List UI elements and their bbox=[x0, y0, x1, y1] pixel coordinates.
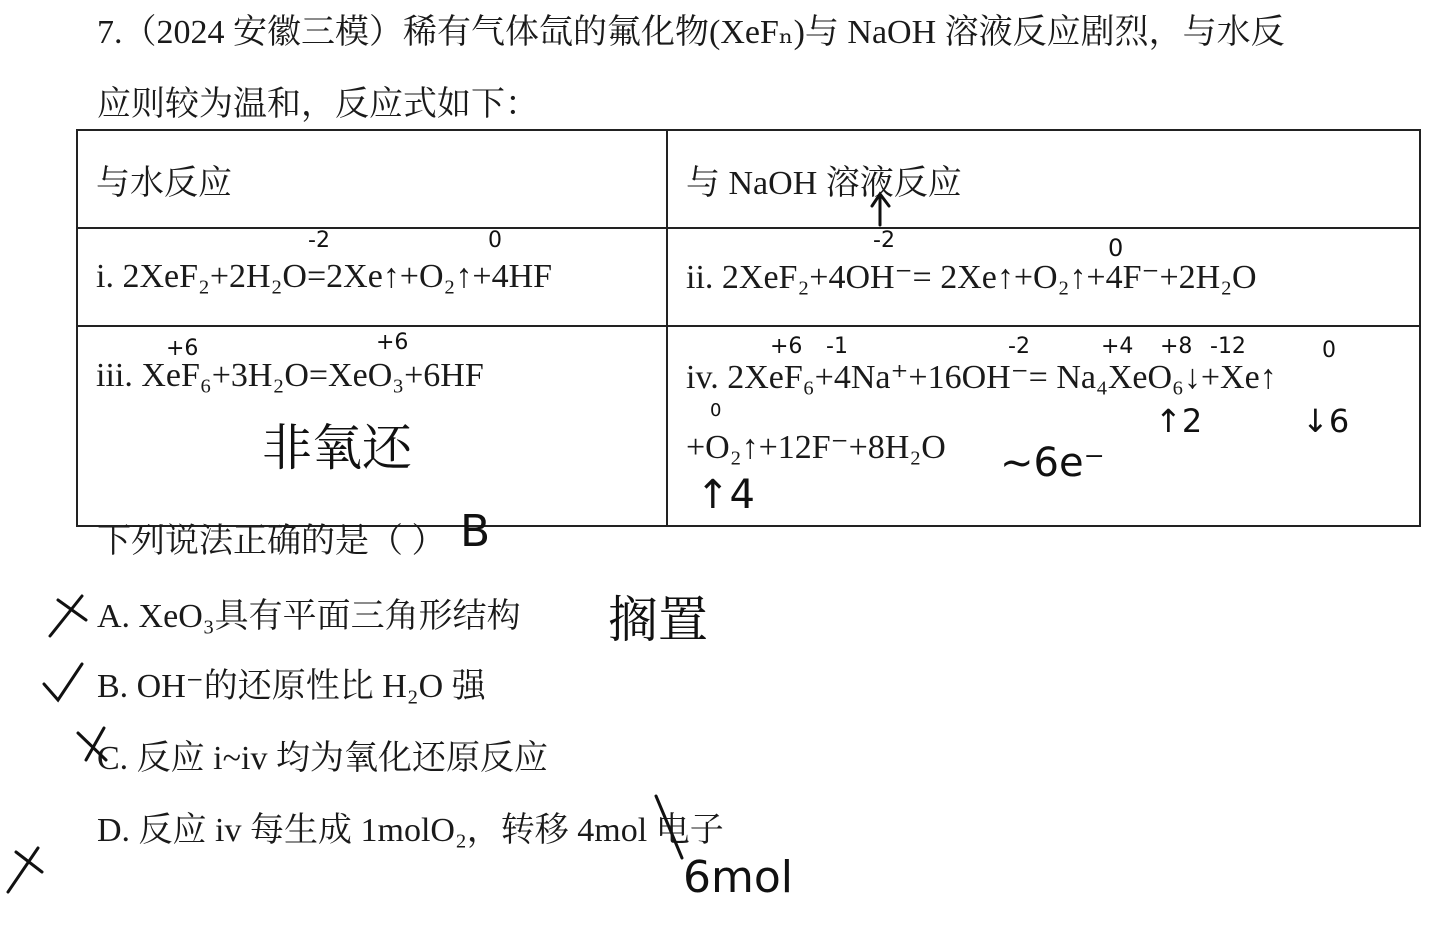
ox-state-annotation: -1 bbox=[826, 334, 848, 359]
ox-state-annotation: +8 bbox=[1160, 334, 1193, 359]
question-stem: 下列说法正确的是（ ） bbox=[97, 523, 446, 560]
ox-state-annotation: -2 bbox=[873, 228, 895, 253]
table-header-naoh: 与 NaOH 溶液反应 bbox=[667, 130, 1420, 228]
ox-state-annotation: +6 bbox=[166, 336, 199, 361]
reaction-iii: iii. XeF₆+3H₂O=XeO₃+6HF bbox=[77, 326, 667, 526]
option-b[interactable]: B. OH⁻的还原性比 H₂O 强 bbox=[97, 668, 486, 705]
handwritten-note-up2: ↑2 bbox=[1155, 402, 1203, 440]
handwritten-note-6mol: 6mol bbox=[683, 852, 793, 903]
handwritten-note-electrons: ~6e⁻ bbox=[1000, 440, 1105, 486]
handwritten-answer: B bbox=[460, 506, 491, 557]
option-c[interactable]: C. 反应 i~iv 均为氧化还原反应 bbox=[97, 740, 548, 777]
strike-line-icon bbox=[656, 796, 682, 858]
cross-mark-icon bbox=[78, 728, 106, 760]
cross-mark-icon bbox=[50, 596, 86, 636]
reaction-i: i. 2XeF₂+2H₂O=2Xe↑+O₂↑+4HF bbox=[77, 228, 667, 326]
reaction-ii: ii. 2XeF₂+4OH⁻= 2Xe↑+O₂↑+4F⁻+2H₂O bbox=[667, 228, 1420, 326]
handwritten-note-up4: ↑4 bbox=[696, 472, 755, 518]
option-d[interactable]: D. 反应 iv 每生成 1molO₂，转移 4mol 电子 bbox=[97, 812, 724, 849]
ox-state-annotation: 0 bbox=[1322, 338, 1336, 363]
ox-state-annotation: -2 bbox=[308, 228, 330, 253]
ox-state-annotation: 0 bbox=[488, 228, 502, 253]
question-line-1: 7.（2024 安徽三模）稀有气体氙的氟化物(XeFₙ)与 NaOH 溶液反应剧烈，与水反 bbox=[97, 14, 1285, 51]
question-line-2: 应则较为温和，反应式如下： bbox=[97, 86, 539, 123]
check-mark-icon bbox=[44, 664, 82, 700]
up-arrow-icon bbox=[872, 194, 889, 225]
ox-state-annotation: -12 bbox=[1210, 334, 1246, 359]
reaction-iv-line2: +O₂↑+12F⁻+8H₂O bbox=[686, 429, 946, 466]
ox-state-annotation: 0 bbox=[1108, 234, 1124, 262]
option-a[interactable]: A. XeO₃具有平面三角形结构 bbox=[97, 598, 521, 635]
table-header-water: 与水反应 bbox=[77, 130, 667, 228]
ox-state-annotation: +6 bbox=[770, 334, 803, 359]
handwritten-note-down6: ↓6 bbox=[1302, 402, 1350, 440]
ox-state-annotation: +6 bbox=[376, 330, 409, 355]
ox-state-annotation: -2 bbox=[1008, 334, 1030, 359]
ox-state-annotation: 0 bbox=[710, 400, 722, 421]
ox-state-annotation: +4 bbox=[1101, 334, 1134, 359]
reaction-iv-line1: iv. 2XeF₆+4Na⁺+16OH⁻= Na₄XeO₆↓+Xe↑ bbox=[686, 359, 1277, 396]
handwritten-note-non-redox: 非氧还 bbox=[262, 419, 412, 477]
handwritten-note-set-aside: 搁置 bbox=[608, 591, 708, 649]
cross-mark-icon bbox=[8, 848, 42, 892]
